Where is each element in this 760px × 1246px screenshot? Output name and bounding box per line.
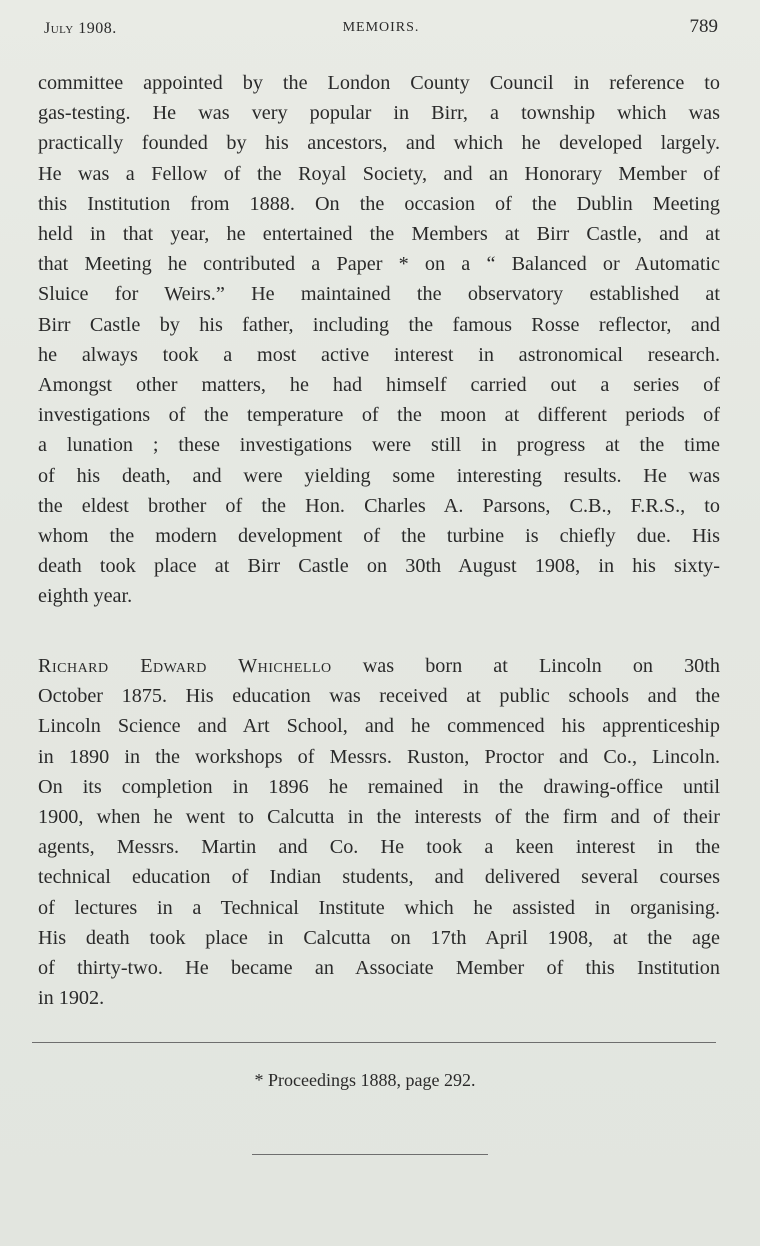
text-line: held in that year, he entertained the Members at Birr Castle, and at <box>38 223 720 246</box>
running-header <box>44 14 718 42</box>
text-line: the eldest brother of the Hon. Charles A. Parsons, C.B., F.R.S., to <box>38 494 720 517</box>
text-line: October 1875. His education was received at public schools and the <box>38 685 720 708</box>
text-line: He was a Fellow of the Royal Society, and an Honorary Member of <box>38 162 720 185</box>
text-line: Amongst other matters, he had himself carried out a series of <box>38 374 720 397</box>
text-line: agents, Messrs. Martin and Co. He took a keen interest in the <box>38 836 720 859</box>
text-line: Sluice for Weirs.” He maintained the observatory established at <box>38 283 720 306</box>
header-date: July 1908. <box>44 20 117 37</box>
text-line: technical education of Indian students, and delivered several courses <box>38 866 720 889</box>
text-line: whom the modern development of the turbine is chiefly due. His <box>38 525 720 548</box>
text-line: eighth year. <box>38 585 133 608</box>
text-line: On its completion in 1896 he remained in the drawing-office until <box>38 775 720 798</box>
text-line: this Institution from 1888. On the occasion of the Dublin Meeting <box>38 192 720 215</box>
text-line: of thirty-two. He became an Associate Member of this Institution <box>38 957 720 980</box>
text-line: of lectures in a Technical Institute which he assisted in organising. <box>38 896 720 919</box>
text-line: in 1902. <box>38 987 105 1010</box>
memoir-paragraph-whichello <box>38 651 720 1013</box>
text-line: investigations of the temperature of the moon at different periods of <box>38 404 720 427</box>
text-line: His death took place in Calcutta on 17th April 1908, at the age <box>38 926 720 949</box>
text-line: death took place at Birr Castle on 30th August 1908, in his sixty- <box>38 555 720 578</box>
text-line: of his death, and were yielding some interesting results. He was <box>38 464 720 487</box>
text-line: a lunation ; these investigations were still in progress at the time <box>38 434 720 457</box>
text-fragment: was born at Lincoln on 30th <box>331 655 720 677</box>
memoir-subject-name: Richard Edward Whichello <box>38 655 332 677</box>
text-line: that Meeting he contributed a Paper * on a “ Balanced or Automatic <box>38 253 720 276</box>
text-line: 1900, when he went to Calcutta in the interests of the firm and of their <box>38 806 720 829</box>
footnote: * Proceedings 1888, page 292. <box>254 1070 476 1090</box>
text-line: practically founded by his ancestors, and which he developed largely. <box>38 132 720 155</box>
text-line: Lincoln Science and Art School, and he commenced his apprenticeship <box>38 715 720 738</box>
memoir-paragraph-continued <box>38 68 720 612</box>
page-number: 789 <box>689 16 718 37</box>
header-section-title: MEMOIRS. <box>342 20 420 35</box>
text-line: committee appointed by the London County Council in reference to <box>38 72 720 94</box>
text-line: Birr Castle by his father, including the famous Rosse reflector, and <box>38 313 720 336</box>
text-line <box>38 651 720 681</box>
end-rule <box>252 1154 488 1155</box>
text-line: gas-testing. He was very popular in Birr, a township which was <box>38 102 720 125</box>
text-line: in 1890 in the workshops of Messrs. Ruston, Proctor and Co., Lincoln. <box>38 745 720 768</box>
text-line: he always took a most active interest in astronomical research. <box>38 343 720 366</box>
footnote-divider <box>32 1042 716 1043</box>
